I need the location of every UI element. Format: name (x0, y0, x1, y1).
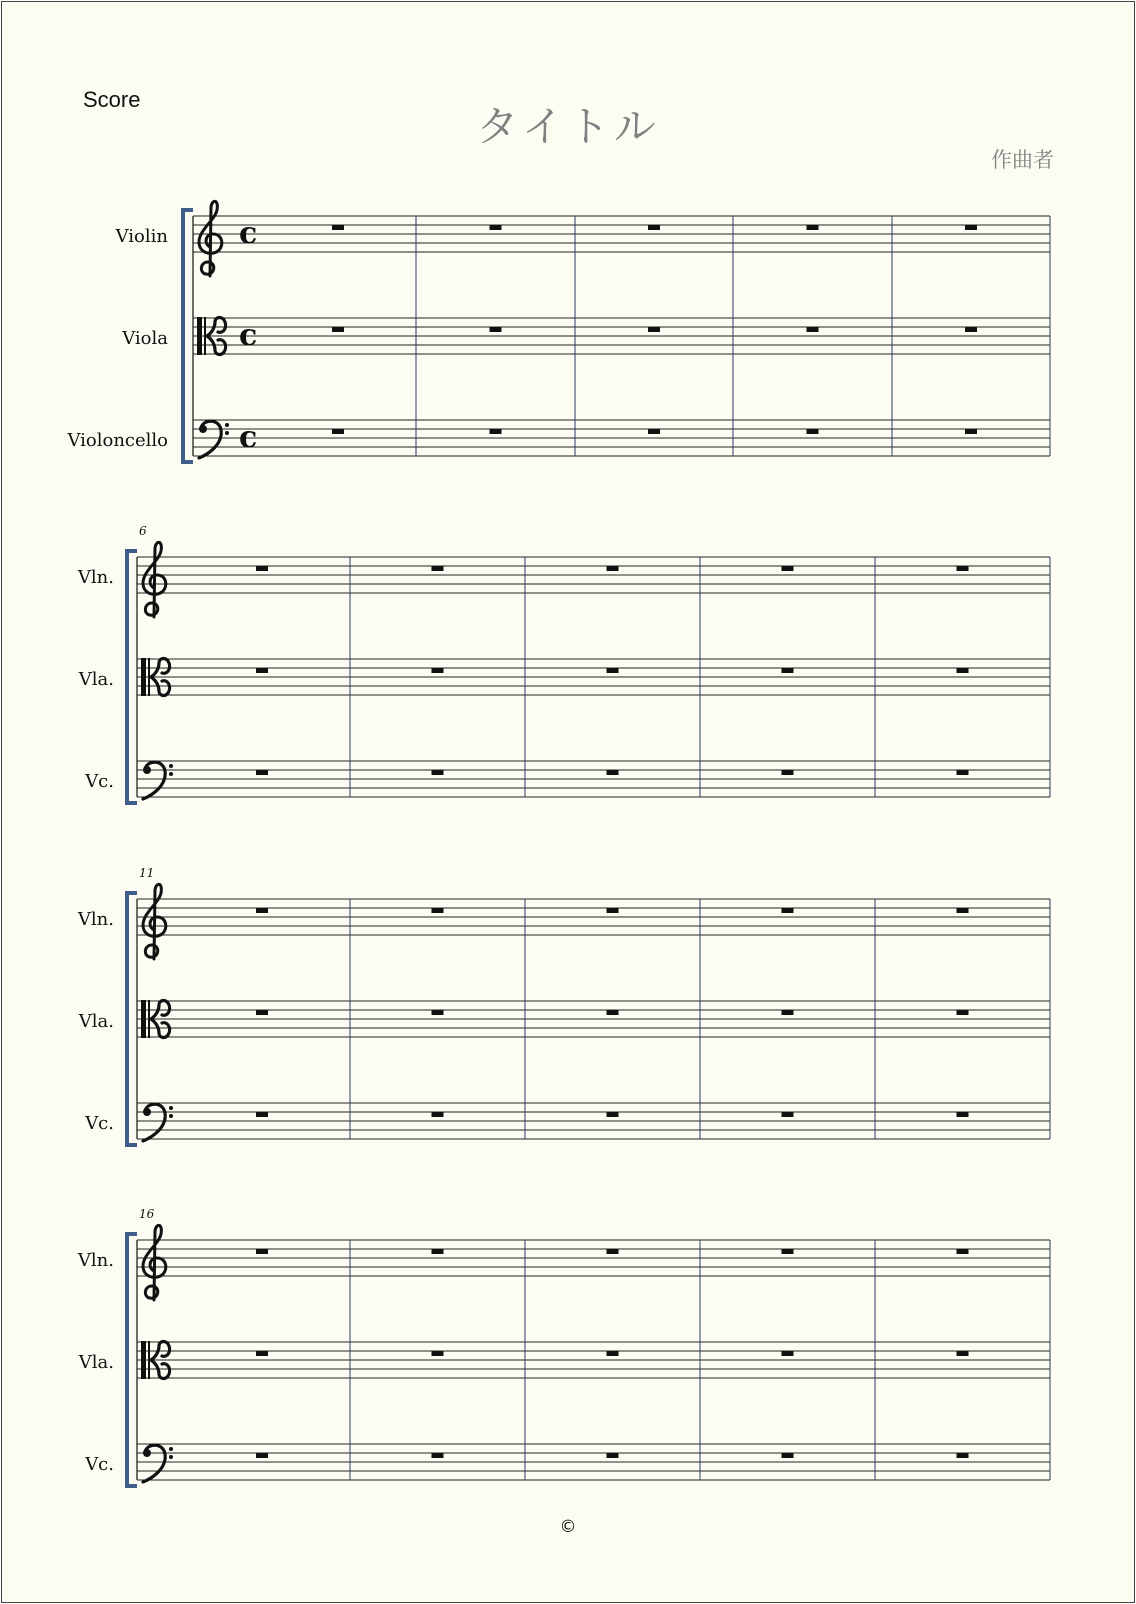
whole-rest-icon (432, 908, 444, 913)
system-bracket (127, 1234, 137, 1486)
whole-rest-icon (256, 1010, 268, 1015)
whole-rest-icon (965, 429, 977, 434)
whole-rest-icon (256, 1112, 268, 1117)
whole-rest-icon (332, 225, 344, 230)
clef-bass-icon-dot-lower (169, 772, 173, 776)
measure-number: 11 (139, 866, 155, 880)
whole-rest-icon (607, 770, 619, 775)
whole-rest-icon (432, 1453, 444, 1458)
system-bracket (127, 893, 137, 1145)
instrument-label[interactable]: Vc. (85, 1113, 114, 1134)
score-title[interactable]: タイトル (476, 102, 660, 151)
whole-rest-icon (957, 1112, 969, 1117)
score-label: Score (83, 87, 141, 112)
whole-rest-icon (782, 908, 794, 913)
whole-rest-icon (782, 566, 794, 571)
clef-alto-icon (141, 1000, 146, 1038)
whole-rest-icon (432, 1351, 444, 1356)
whole-rest-icon (957, 770, 969, 775)
clef-bass-icon-dot-lower (169, 1114, 173, 1118)
clef-bass-icon-dot (143, 766, 151, 774)
whole-rest-icon (256, 1453, 268, 1458)
whole-rest-icon (782, 1351, 794, 1356)
clef-bass-icon-dot-upper (169, 1447, 173, 1451)
measure-number: 6 (139, 524, 147, 538)
whole-rest-icon (490, 327, 502, 332)
whole-rest-icon (432, 770, 444, 775)
whole-rest-icon (490, 225, 502, 230)
whole-rest-icon (648, 429, 660, 434)
whole-rest-icon (807, 429, 819, 434)
whole-rest-icon (648, 327, 660, 332)
instrument-label[interactable]: Vc. (85, 1454, 114, 1475)
whole-rest-icon (432, 668, 444, 673)
instrument-label[interactable]: Vln. (77, 1250, 114, 1271)
whole-rest-icon (256, 908, 268, 913)
whole-rest-icon (807, 327, 819, 332)
whole-rest-icon (782, 770, 794, 775)
time-signature-common-icon: c (239, 216, 258, 251)
whole-rest-icon (782, 1010, 794, 1015)
instrument-label[interactable]: Vla. (78, 669, 114, 690)
whole-rest-icon (957, 908, 969, 913)
whole-rest-icon (782, 1453, 794, 1458)
time-signature-common-icon: c (239, 318, 258, 353)
whole-rest-icon (332, 327, 344, 332)
whole-rest-icon (782, 1249, 794, 1254)
clef-alto-icon (141, 658, 146, 696)
instrument-label[interactable]: Vc. (85, 771, 114, 792)
whole-rest-icon (256, 566, 268, 571)
clef-treble-icon (143, 884, 166, 959)
clef-bass-icon-dot-upper (169, 764, 173, 768)
whole-rest-icon (957, 668, 969, 673)
whole-rest-icon (607, 908, 619, 913)
clef-bass-icon-dot-upper (169, 1106, 173, 1110)
clef-bass-icon-dot-upper (225, 423, 229, 427)
whole-rest-icon (607, 1453, 619, 1458)
whole-rest-icon (957, 1249, 969, 1254)
whole-rest-icon (957, 1010, 969, 1015)
clef-alto-icon (141, 1341, 146, 1379)
whole-rest-icon (965, 225, 977, 230)
measure-number: 16 (139, 1207, 155, 1221)
whole-rest-icon (965, 327, 977, 332)
time-signature-common-icon: c (239, 420, 258, 455)
instrument-label[interactable]: Vla. (78, 1011, 114, 1032)
score-systems (2, 2, 1134, 1602)
whole-rest-icon (432, 1249, 444, 1254)
clef-bass-icon-dot-lower (169, 1455, 173, 1459)
whole-rest-icon (256, 668, 268, 673)
clef-alto-icon (197, 317, 202, 355)
clef-bass-icon-dot (143, 1108, 151, 1116)
whole-rest-icon (432, 566, 444, 571)
whole-rest-icon (607, 1010, 619, 1015)
instrument-label[interactable]: Vln. (77, 909, 114, 930)
instrument-label[interactable]: Violoncello (67, 430, 168, 451)
whole-rest-icon (957, 1351, 969, 1356)
composer[interactable]: 作曲者 (991, 148, 1054, 172)
whole-rest-icon (256, 770, 268, 775)
clef-treble-icon (143, 1225, 166, 1300)
instrument-label[interactable]: Vla. (78, 1352, 114, 1373)
instrument-label[interactable]: Viola (122, 328, 168, 349)
copyright: © (559, 1517, 577, 1537)
instrument-label[interactable]: Violin (115, 226, 168, 247)
clef-bass-icon-dot (143, 1449, 151, 1457)
whole-rest-icon (256, 1249, 268, 1254)
whole-rest-icon (256, 1351, 268, 1356)
whole-rest-icon (782, 668, 794, 673)
score-page (1, 1, 1135, 1603)
system-bracket (183, 210, 193, 462)
clef-treble-icon (199, 201, 222, 276)
clef-bass-icon-dot (199, 425, 207, 433)
whole-rest-icon (607, 566, 619, 571)
whole-rest-icon (432, 1112, 444, 1117)
whole-rest-icon (957, 1453, 969, 1458)
whole-rest-icon (432, 1010, 444, 1015)
system-bracket (127, 551, 137, 803)
whole-rest-icon (490, 429, 502, 434)
whole-rest-icon (607, 1112, 619, 1117)
clef-bass-icon-dot-lower (225, 431, 229, 435)
whole-rest-icon (332, 429, 344, 434)
instrument-label[interactable]: Vln. (77, 567, 114, 588)
whole-rest-icon (782, 1112, 794, 1117)
whole-rest-icon (607, 1351, 619, 1356)
whole-rest-icon (648, 225, 660, 230)
whole-rest-icon (607, 668, 619, 673)
whole-rest-icon (807, 225, 819, 230)
whole-rest-icon (957, 566, 969, 571)
whole-rest-icon (607, 1249, 619, 1254)
clef-treble-icon (143, 542, 166, 617)
